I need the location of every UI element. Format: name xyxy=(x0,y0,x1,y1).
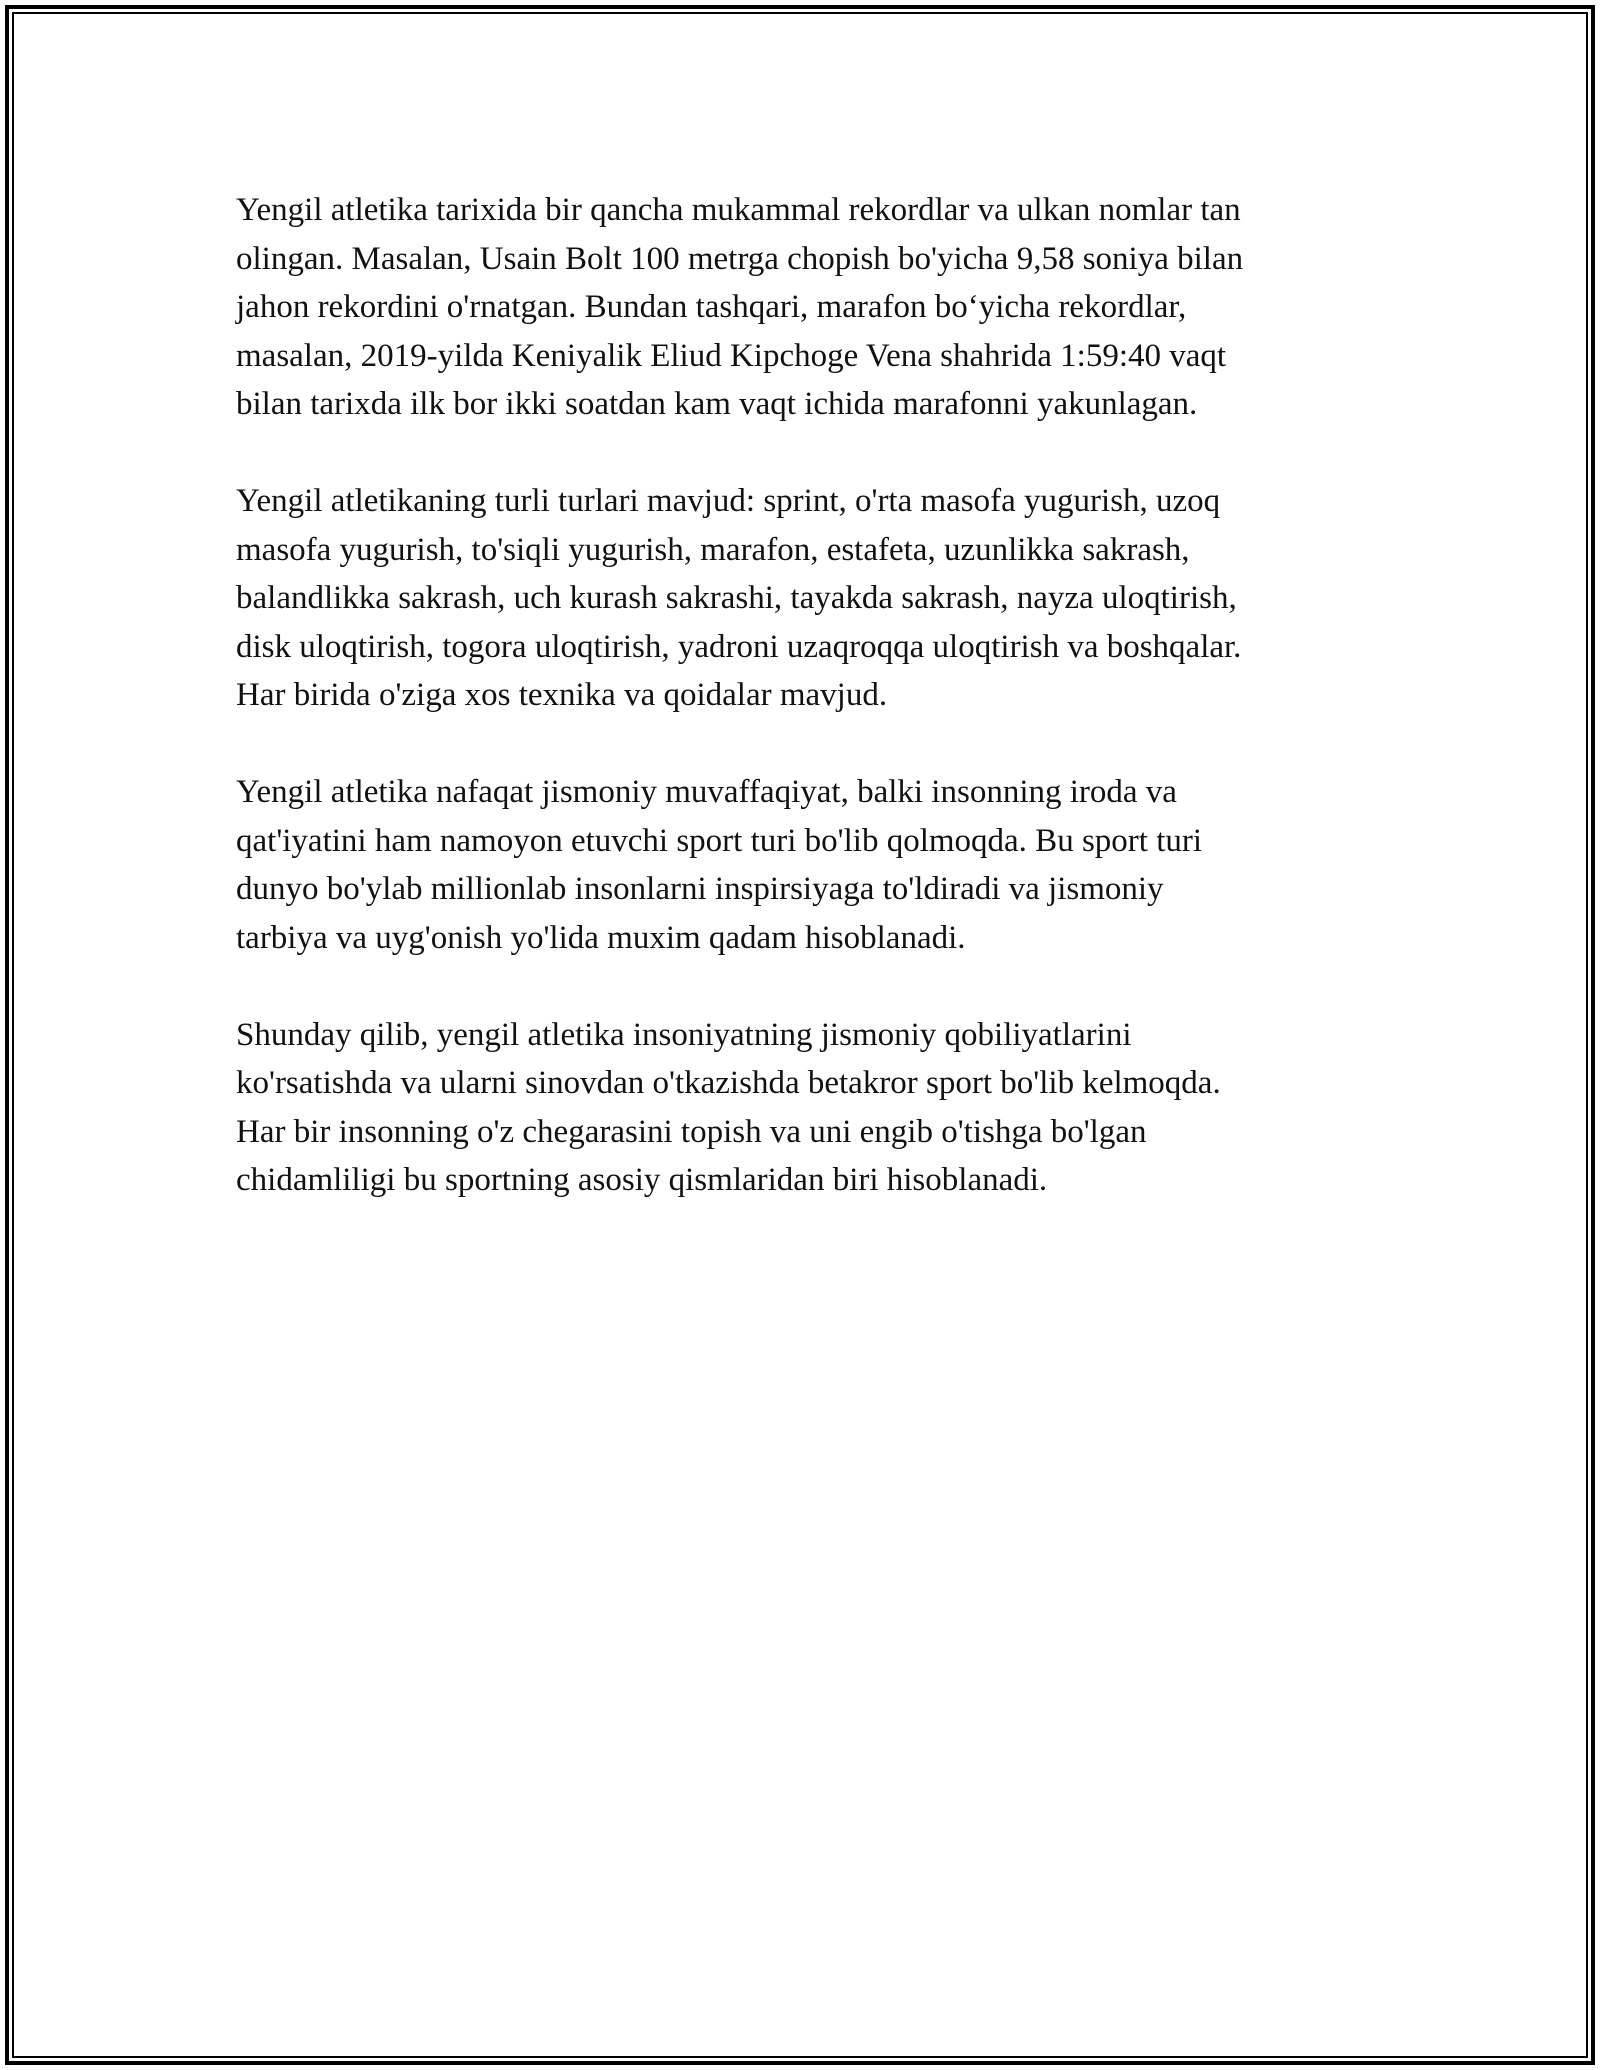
paragraph-disciplines: Yengil atletikaning turli turlari mavjud: sprint, o'rta masofa yugurish, uzoq masofa yugurish, to'siqli yugurish, marafon, estafeta, uzunlikka sakrash, balandlikka sakrash, uch kurash sakrashi, tayakda sakrash, nayza uloqtirish, disk uloqtirish, togora uloqtirish, yadroni uzaqroqqa uloqtirish va boshqalar. Har birida o'ziga xos texnika va qoidalar mavjud. xyxy=(236,483,1242,713)
paragraph-conclusion: Shunday qilib, yengil atletika insoniyatning jismoniy qobiliyatlarini ko'rsatishda va ularni sinovdan o'tkazishda betakror sport bo'lib kelmoqda. Har bir insonning o'z chegarasini topish va uni engib o'tishga bo'lgan chidamliligi bu sportning asosiy qismlaridan biri hisoblanadi. xyxy=(236,1016,1221,1198)
paragraph-records: Yengil atletika tarixida bir qancha mukammal rekordlar va ulkan nomlar tan olingan. Masalan, Usain Bolt 100 metrga chopish bo'yicha 9,58 soniya bilan jahon rekordini o'rnatgan. Bundan tashqari, marafon bo‘yicha rekordlar, masalan, 2019-yilda Keniyalik Eliud Kipchoge Vena shahrida 1:59:40 vaqt bilan tarixda ilk bor ikki soatdan kam vaqt ichida marafonni yakunlagan. xyxy=(236,192,1244,422)
paragraph-significance: Yengil atletika nafaqat jismoniy muvaffaqiyat, balki insonning iroda va qat'iyatini ham namoyon etuvchi sport turi bo'lib qolmoqda. Bu sport turi dunyo bo'ylab millionlab insonlarni inspirsiyaga to'ldiradi va jismoniy tarbiya va uyg'onish yo'lida muxim qadam hisoblanadi. xyxy=(236,774,1203,956)
document-body xyxy=(236,186,1366,1253)
